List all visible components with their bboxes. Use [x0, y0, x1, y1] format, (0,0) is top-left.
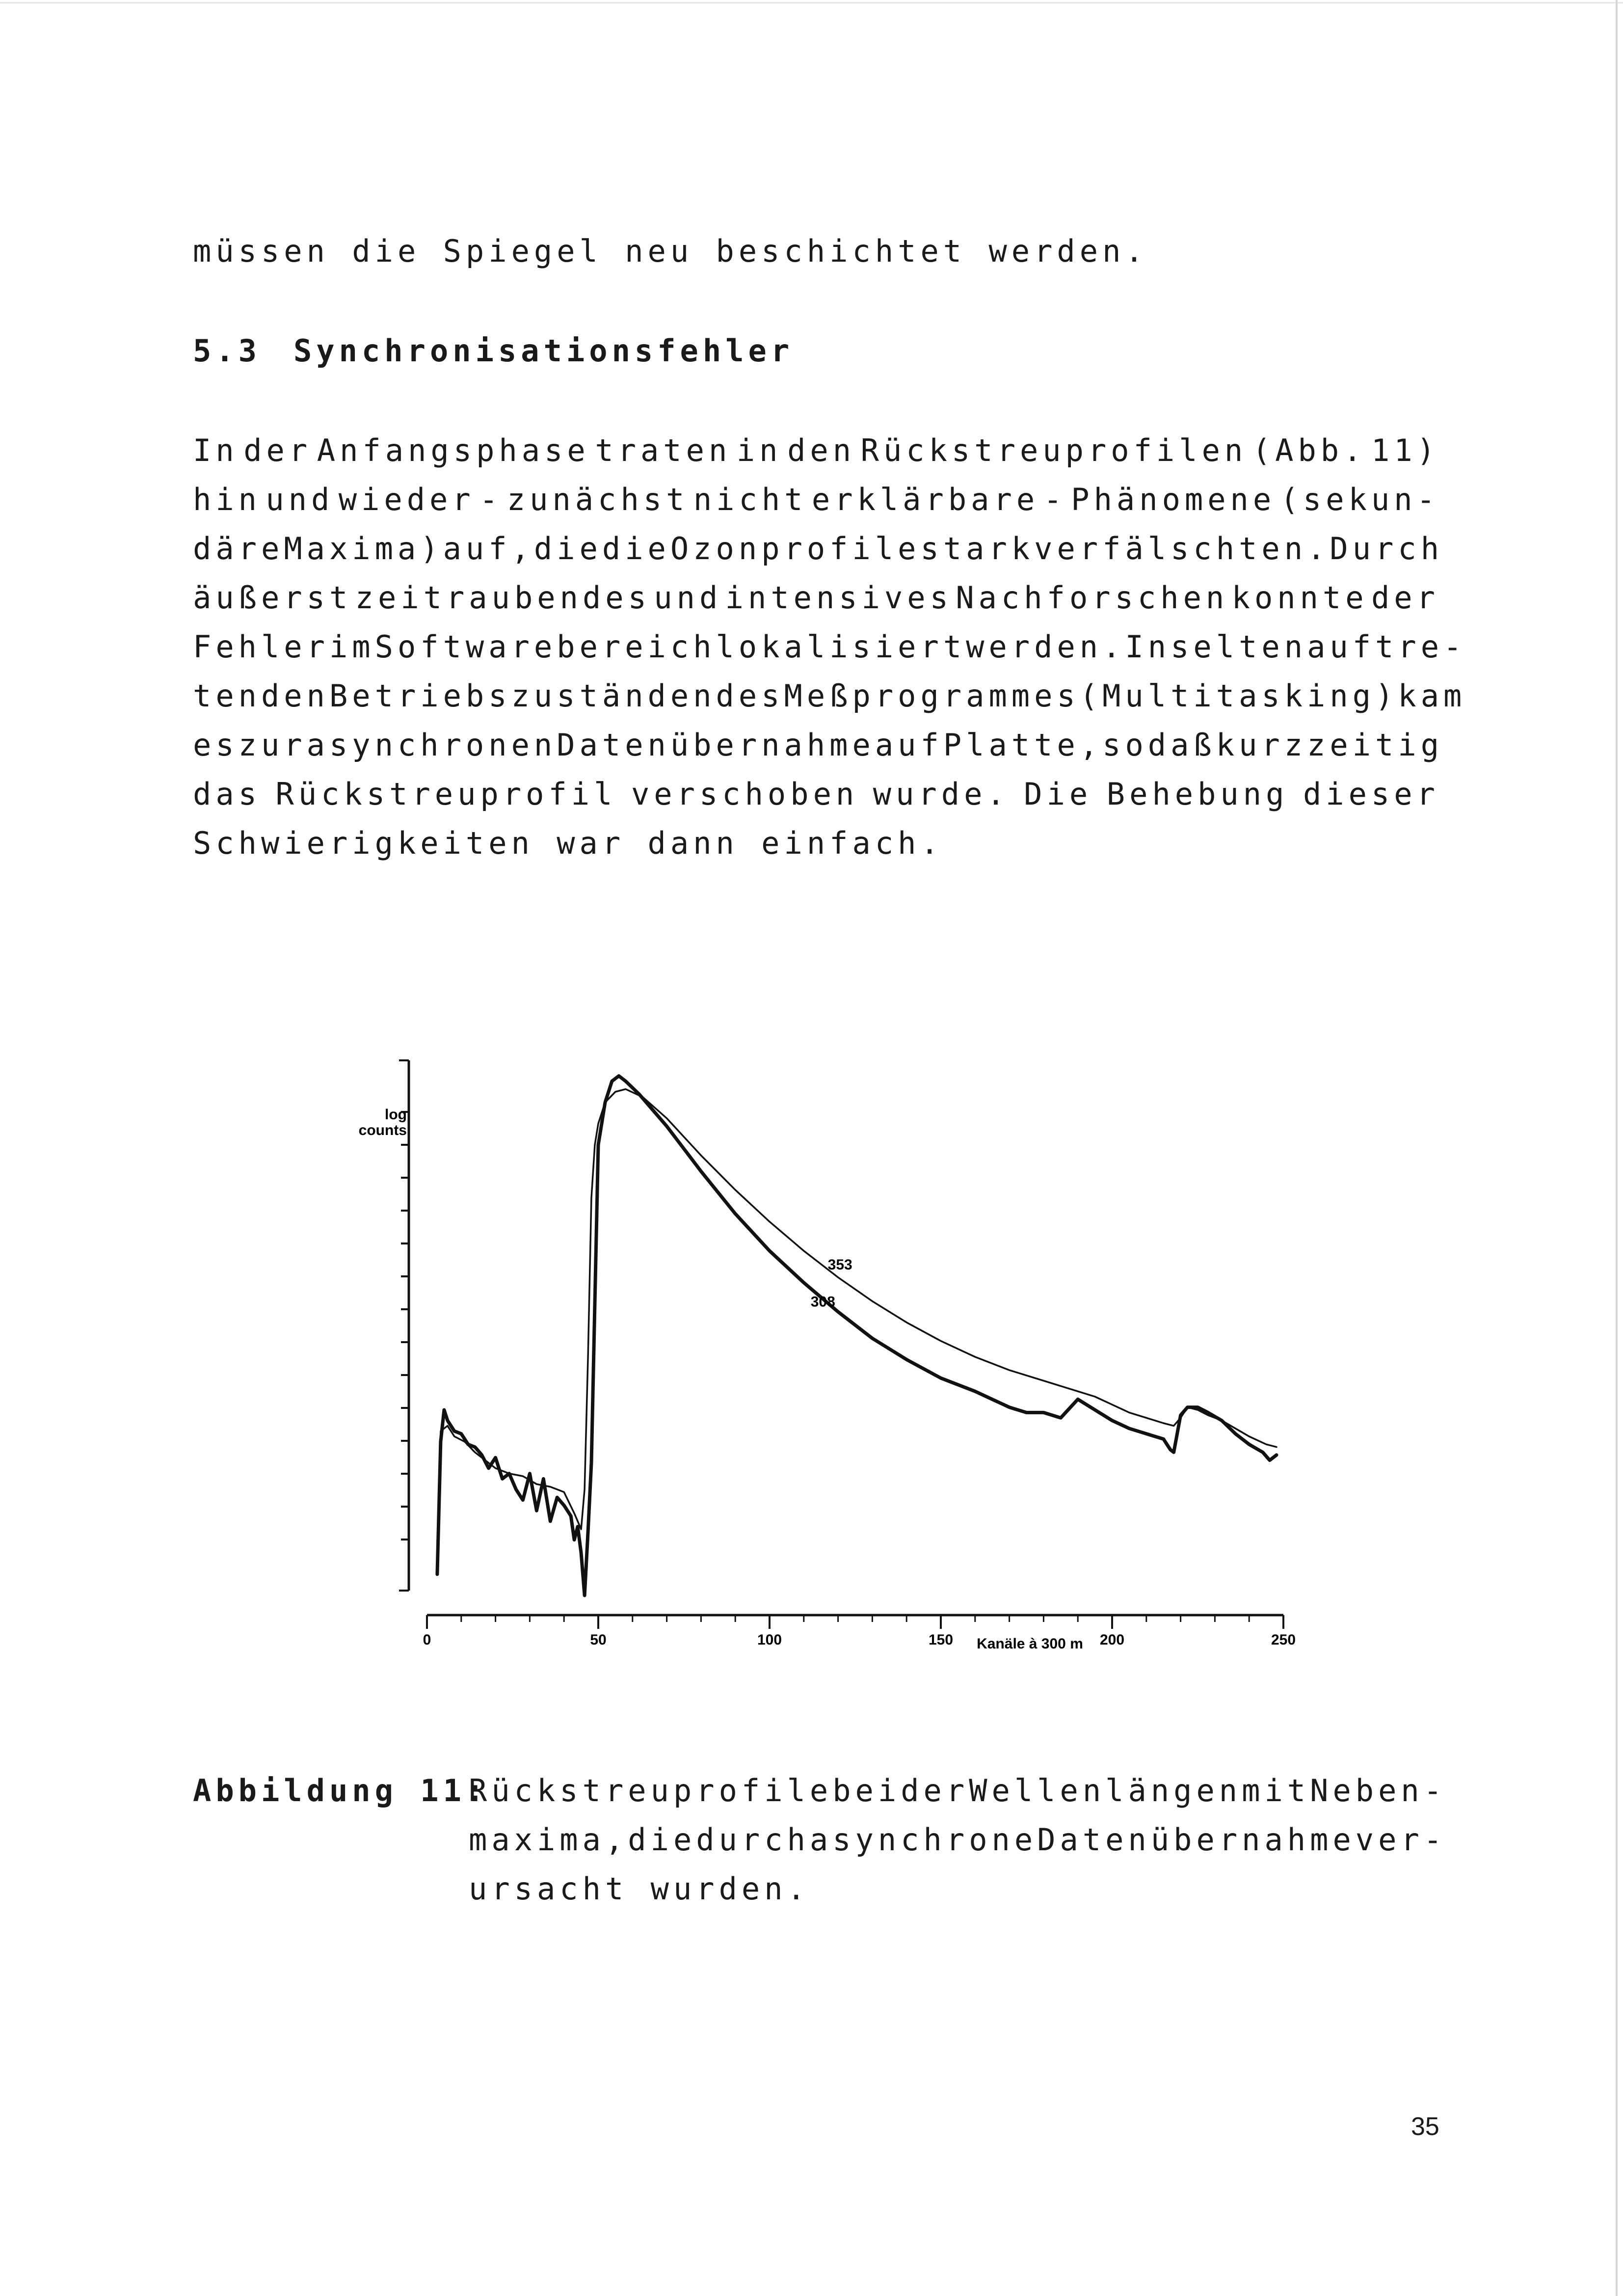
word: es — [193, 727, 239, 763]
word: verfälschten. — [1034, 531, 1330, 567]
paragraph-line — [193, 721, 1444, 770]
word: der — [1371, 580, 1439, 616]
word: auf, — [443, 531, 534, 567]
series-308-label: 308 — [810, 1294, 835, 1310]
caption-line: ursacht wurden. — [469, 1871, 810, 1907]
word: - — [479, 482, 503, 517]
series-layer — [437, 1076, 1277, 1595]
word: traten — [595, 432, 732, 468]
word: Nachforschen — [956, 580, 1229, 616]
backscatter-profile-chart — [344, 1051, 1305, 1669]
y-axis-label — [359, 1107, 407, 1138]
x-tick-label: 50 — [590, 1632, 607, 1648]
paragraph-line — [193, 524, 1444, 573]
word: zur — [238, 727, 307, 763]
x-axis-label: Kanäle à 300 m — [977, 1636, 1083, 1652]
word: (Abb. — [1252, 432, 1366, 468]
word: (sekun- — [1280, 482, 1439, 517]
y-axis — [359, 1060, 409, 1591]
caption-line — [469, 1766, 1447, 1815]
word: Ozonprofile — [670, 531, 921, 567]
word: Behebung — [1106, 776, 1289, 812]
word: und — [266, 482, 334, 517]
word: Anfangsphase — [317, 432, 590, 468]
word: Softwarebereich — [374, 629, 716, 665]
x-tick-label: 0 — [423, 1632, 431, 1648]
word: lokalisiert — [716, 629, 966, 665]
word: zunächst — [506, 482, 689, 517]
word: mit — [1242, 1773, 1310, 1809]
word: Fehler — [193, 629, 329, 665]
word: der — [243, 432, 312, 468]
word: die — [533, 531, 602, 567]
word: nicht — [693, 482, 807, 517]
word: Datenübernahme — [557, 727, 875, 763]
word: kurzzeitig — [1216, 727, 1444, 763]
section-title: Synchronisationsfehler — [293, 333, 794, 369]
word: tenden — [193, 678, 329, 714]
word: In — [1125, 629, 1171, 665]
word: Phänomene — [1071, 482, 1276, 517]
word: auftre- — [1307, 629, 1466, 665]
section-number: 5.3 — [193, 333, 261, 369]
word: verschoben — [631, 776, 859, 812]
word: asynchronen — [306, 727, 557, 763]
y-axis-label-line: log — [385, 1107, 407, 1123]
word: ver- — [1355, 1822, 1447, 1858]
word: asynchrone — [809, 1822, 1038, 1858]
word: dieser — [1303, 776, 1439, 812]
series-353-label: 353 — [827, 1256, 852, 1273]
word: Die — [1024, 776, 1092, 812]
word: däre — [193, 531, 284, 567]
word: in — [736, 432, 782, 468]
word: auf — [875, 727, 943, 763]
x-tick-label: 150 — [928, 1632, 954, 1648]
caption-label: Abbildung 11: — [193, 1773, 489, 1809]
word: die — [602, 531, 670, 567]
x-tick-label: 250 — [1271, 1632, 1296, 1648]
word: selten — [1171, 629, 1307, 665]
word: wieder — [338, 482, 475, 517]
word: konnte — [1231, 580, 1368, 616]
word: Meßprogrammes — [784, 678, 1080, 714]
paragraph-line — [193, 770, 1439, 819]
word: so — [1102, 727, 1148, 763]
top-text-line: müssen die Spiegel neu beschichtet werden. — [193, 233, 1148, 269]
paragraph-line — [193, 622, 1466, 672]
scan-edge-right — [1616, 0, 1618, 2296]
x-tick-label: 100 — [757, 1632, 782, 1648]
word: wurde. — [873, 776, 1010, 812]
x-axis — [423, 1615, 1296, 1652]
y-axis-label-line: counts — [358, 1122, 407, 1138]
word: intensives — [725, 580, 953, 616]
scan-edge-top — [0, 2, 1623, 3]
word: Betriebszuständen — [329, 678, 716, 714]
paragraph-line — [193, 573, 1439, 622]
section-heading — [193, 326, 794, 376]
word: durch — [696, 1822, 810, 1858]
word: Durch — [1330, 531, 1444, 567]
word: Rückstreuprofile — [469, 1773, 833, 1809]
caption-line — [469, 1815, 1447, 1864]
series-353-line — [437, 1089, 1277, 1574]
paragraph-line — [193, 426, 1439, 475]
paragraph-line: Schwierigkeiten war dann einfach. — [193, 825, 943, 861]
word: stark — [920, 531, 1035, 567]
word: äußerst — [193, 580, 352, 616]
word: werden. — [966, 629, 1125, 665]
word: erklärbare — [811, 482, 1039, 517]
word: das — [193, 776, 261, 812]
word: In — [193, 432, 239, 468]
word: Datenübernahme — [1037, 1822, 1356, 1858]
series-308-line — [437, 1076, 1277, 1595]
word: Wellenlängen — [969, 1773, 1242, 1809]
word: zeitraubendes — [355, 580, 651, 616]
word: und — [654, 580, 722, 616]
word: Maxima) — [284, 531, 443, 567]
word: maxima, — [469, 1822, 628, 1858]
word: kam — [1398, 678, 1466, 714]
word: des — [716, 678, 784, 714]
word: beider — [832, 1773, 969, 1809]
word: die — [628, 1822, 696, 1858]
page-number: 35 — [1411, 2112, 1439, 2141]
word: Rückstreuprofil — [275, 776, 617, 812]
word: den — [787, 432, 856, 468]
x-tick-label: 200 — [1099, 1632, 1125, 1648]
word: Rückstreuprofilen — [860, 432, 1248, 468]
word: hin — [193, 482, 261, 517]
word: Platte, — [943, 727, 1103, 763]
word: Neben- — [1310, 1773, 1447, 1809]
word: daß — [1147, 727, 1216, 763]
word: (Multitasking) — [1079, 678, 1398, 714]
word: 11) — [1371, 432, 1439, 468]
word: - — [1043, 482, 1066, 517]
word: im — [329, 629, 375, 665]
paragraph-line — [193, 475, 1439, 524]
paragraph-line — [193, 672, 1466, 721]
